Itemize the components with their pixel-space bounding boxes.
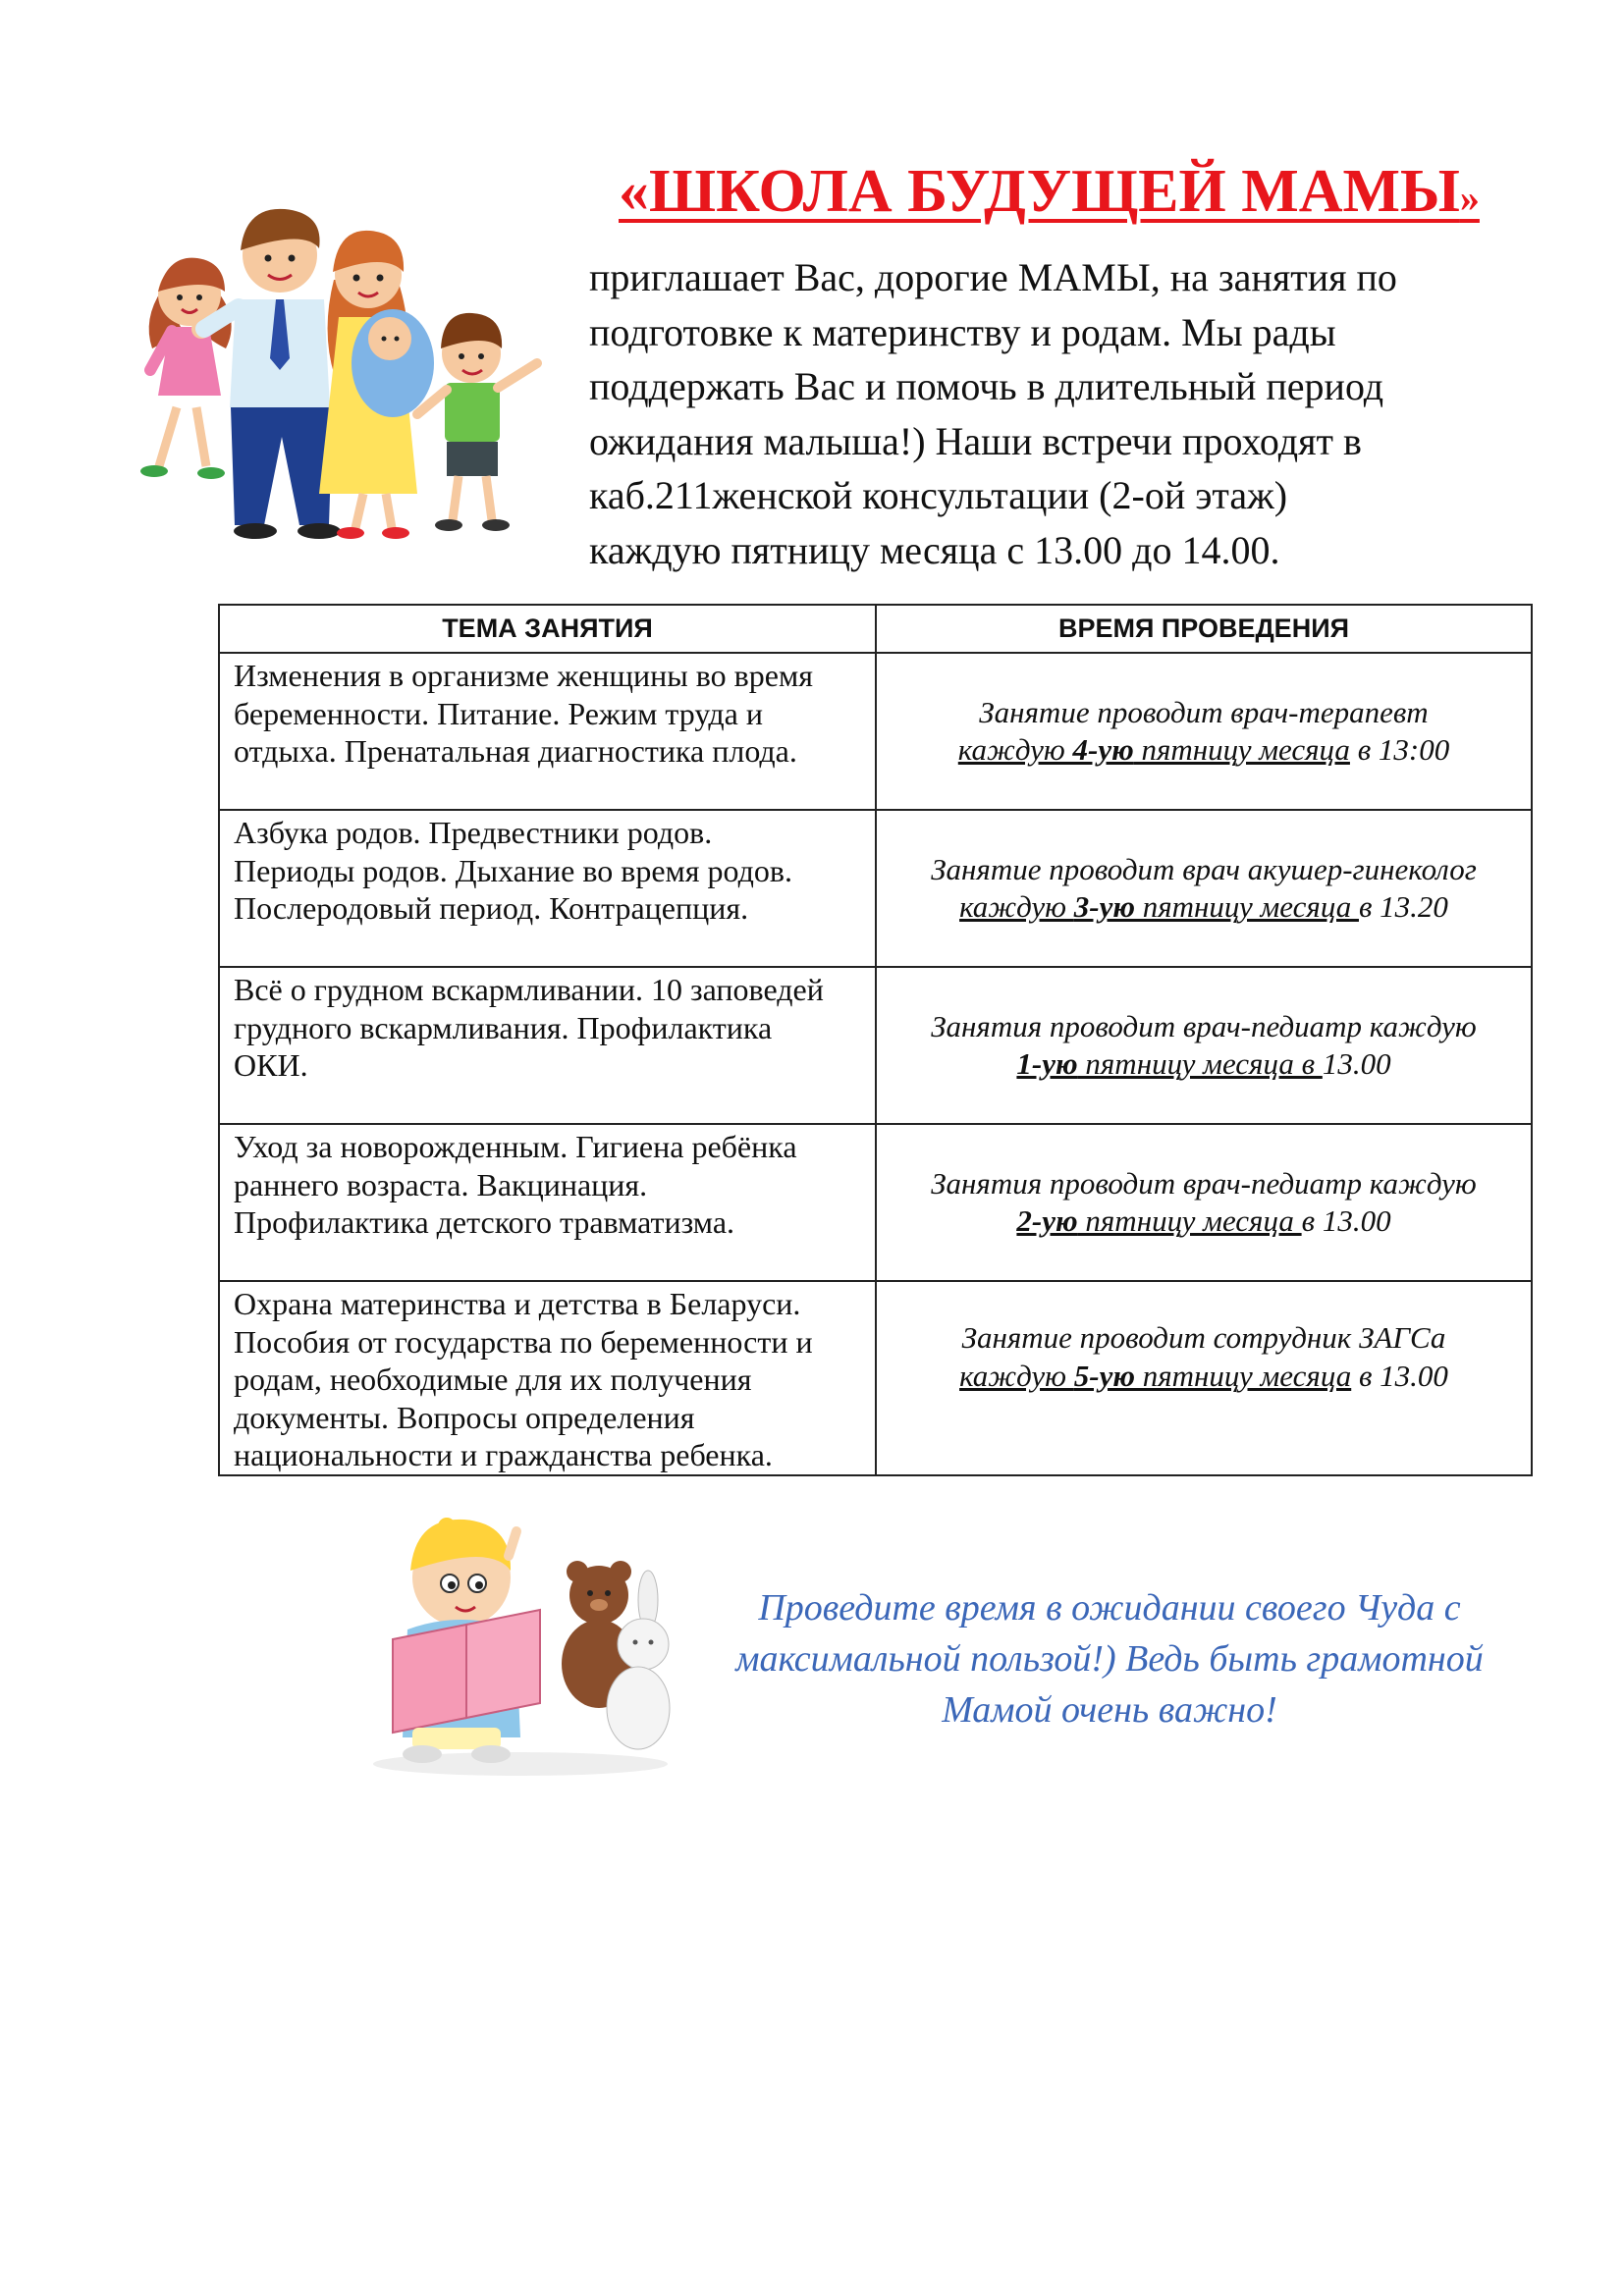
topic-cell: Изменения в организме женщины во время беременности. Питание. Режим труда и отдыха. Пренатальная диагностика плода. <box>219 653 876 810</box>
table-row <box>219 1281 1532 1475</box>
time-cell: Занятия проводит врач-педиатр каждую 2-ую пятницу месяца в 13.00 <box>876 1124 1532 1281</box>
schedule-table <box>218 604 1533 1476</box>
column-header-time: ВРЕМЯ ПРОВЕДЕНИЯ <box>876 605 1532 653</box>
time-cell: Занятие проводит сотрудник ЗАГСа каждую 5-ую пятницу месяца в 13.00 <box>876 1281 1532 1475</box>
family-illustration <box>133 201 579 545</box>
topic-cell: Уход за новорожденным. Гигиена ребёнка раннего возраста. Вакцинация. Профилактика детского травматизма. <box>219 1124 876 1281</box>
table-header-row <box>219 605 1532 653</box>
time-cell: Занятие проводит врач-терапевт каждую 4-ую пятницу месяца в 13:00 <box>876 653 1532 810</box>
table-row <box>219 653 1532 810</box>
table-row <box>219 1124 1532 1281</box>
topic-cell: Азбука родов. Предвестники родов. Периоды родов. Дыхание во время родов. Послеродовый период. Контрацепция. <box>219 810 876 967</box>
topic-cell: Всё о грудном вскармливании. 10 заповедей грудного вскармливания. Профилактика ОКИ. <box>219 967 876 1124</box>
time-cell: Занятие проводит врач акушер-гинеколог каждую 3-ую пятницу месяца в 13.20 <box>876 810 1532 967</box>
time-cell: Занятия проводит врач-педиатр каждую 1-ую пятницу месяца в 13.00 <box>876 967 1532 1124</box>
topic-cell: Охрана материнства и детства в Беларуси. Пособия от государства по беременности и родам, необходимые для их получения документы. Вопросы определения национальности и гражданства ребенка. <box>219 1281 876 1475</box>
column-header-topic: ТЕМА ЗАНЯТИЯ <box>219 605 876 653</box>
table-row <box>219 967 1532 1124</box>
page-title: «ШКОЛА БУДУЩЕЙ МАМЫ» <box>619 158 1480 225</box>
closing-message: Проведите время в ожидании своего Чуда с максимальной пользой!) Ведь быть грамотной Мамой очень важно! <box>735 1587 1484 1731</box>
table-row <box>219 810 1532 967</box>
baby-reading-illustration <box>353 1497 687 1782</box>
intro-text: приглашает Вас, дорогие МАМЫ, на занятия по подготовке к материнству и родам. Мы рады поддержать Вас и помочь в длительный период ожидания малыша!) Наши встречи проходят в каб.211женской консультации (2-ой этаж) каждую пятницу месяца с 13.00 до 14.00. <box>589 255 1397 572</box>
